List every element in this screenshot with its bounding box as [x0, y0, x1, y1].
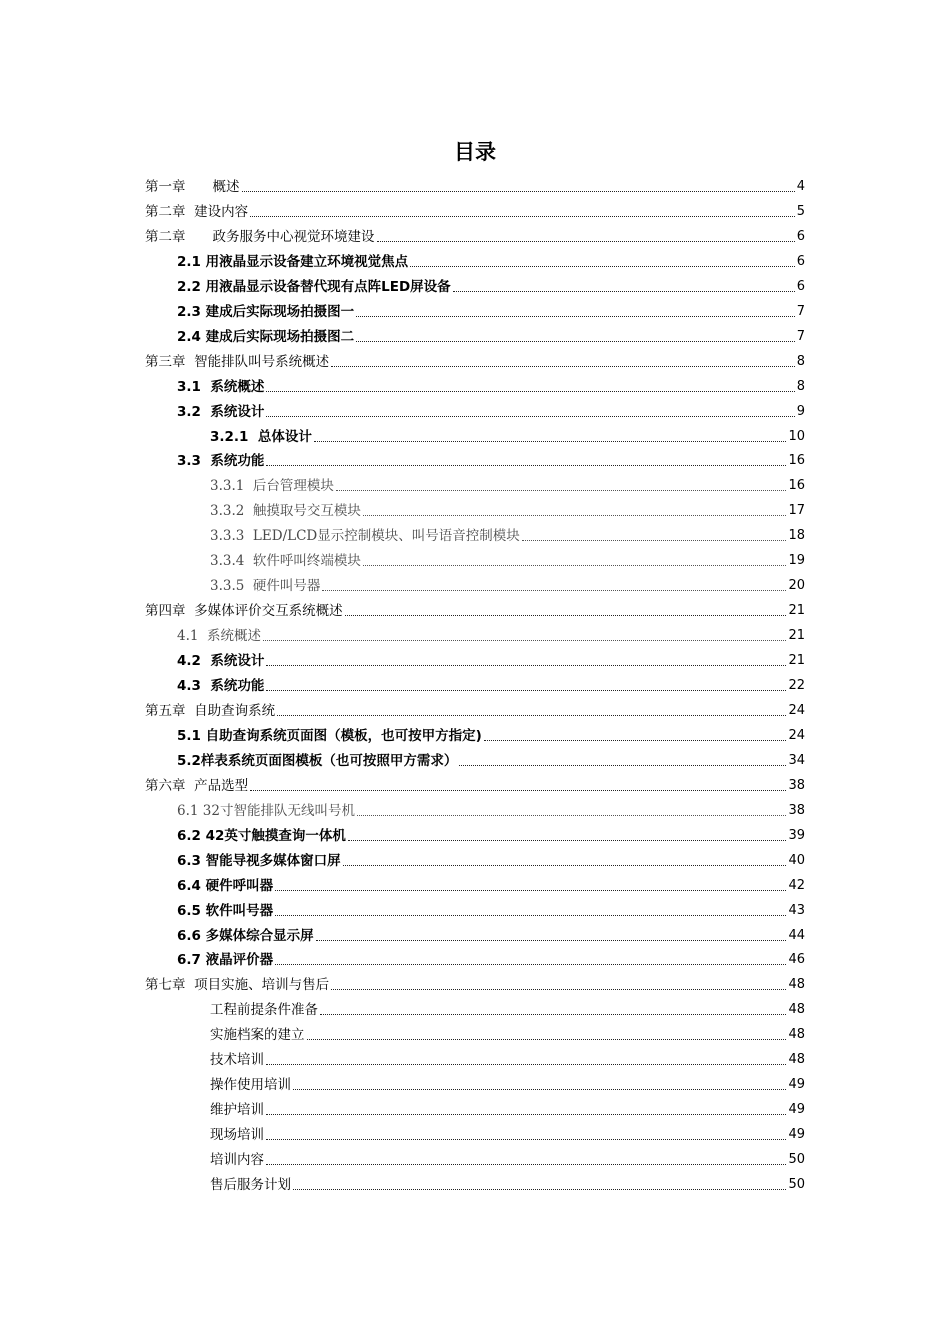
- toc-entry[interactable]: [177, 324, 805, 346]
- dot-leader: [250, 789, 786, 791]
- toc-entry-title: 现场培训: [210, 1127, 264, 1144]
- toc-entry-title: 6.3 智能导视多媒体窗口屏: [177, 852, 341, 869]
- dot-leader: [320, 1013, 786, 1015]
- dot-leader: [377, 240, 795, 242]
- dot-leader: [293, 1088, 786, 1090]
- toc-entry-page: 7: [796, 303, 805, 319]
- toc-entry-page: 43: [788, 902, 805, 918]
- toc-entry-page: 22: [788, 678, 805, 693]
- toc-entry[interactable]: [177, 399, 805, 421]
- toc-entry-title: 3.2.1 总体设计: [210, 428, 312, 445]
- dot-leader: [266, 1063, 786, 1065]
- dot-leader: [275, 914, 786, 916]
- toc-entry-page: 38: [788, 802, 805, 818]
- toc-entry[interactable]: [177, 274, 805, 296]
- toc-entry-page: 9: [796, 403, 805, 419]
- toc-entry[interactable]: [177, 748, 805, 770]
- toc-entry[interactable]: [177, 673, 805, 695]
- toc-entry-title: 4.2 系统设计: [177, 653, 265, 670]
- toc-entry-page: 48: [788, 1052, 805, 1068]
- toc-entry-page: 44: [788, 927, 805, 943]
- toc-entry[interactable]: [177, 848, 805, 870]
- toc-title: 目录: [454, 140, 496, 164]
- toc-entry[interactable]: [210, 1172, 805, 1194]
- toc-entry[interactable]: [210, 548, 805, 570]
- dot-leader: [307, 1038, 787, 1040]
- toc-entry-title: 2.1 用液晶显示设备建立环境视觉焦点: [177, 253, 409, 270]
- dot-leader: [266, 464, 786, 466]
- toc-entry-title: 第三章 智能排队叫号系统概述: [145, 353, 330, 370]
- dot-leader: [316, 939, 787, 941]
- toc-entry[interactable]: [210, 473, 805, 495]
- toc-entry-title: 3.3 系统功能: [177, 453, 265, 470]
- dot-leader: [336, 489, 787, 491]
- toc-entry[interactable]: [145, 773, 805, 795]
- toc-entry-title: 3.1 系统概述: [177, 378, 265, 395]
- dot-leader: [314, 440, 787, 442]
- toc-entry-title: 6.4 硬件呼叫器: [177, 877, 274, 894]
- toc-entry[interactable]: [177, 898, 805, 920]
- dot-leader: [266, 1163, 786, 1165]
- dot-leader: [484, 739, 787, 741]
- toc-entry-page: 49: [788, 1077, 805, 1093]
- dot-leader: [356, 340, 795, 342]
- toc-entry[interactable]: [177, 374, 805, 396]
- toc-entry-title: 4.1 系统概述: [177, 628, 262, 645]
- toc-entry-page: 8: [796, 353, 805, 369]
- toc-entry-page: 38: [788, 777, 805, 793]
- dot-leader: [363, 564, 787, 566]
- toc-entry-page: 17: [788, 503, 805, 519]
- toc-entry-title: 3.2 系统设计: [177, 403, 265, 420]
- toc-entry-title: 工程前提条件准备: [210, 1002, 318, 1019]
- toc-entry-title: 第七章 项目实施、培训与售后: [145, 977, 330, 994]
- dot-leader: [242, 190, 795, 192]
- toc-entry[interactable]: [177, 623, 805, 645]
- toc-entry-page: 49: [788, 1127, 805, 1143]
- toc-entry-page: 16: [788, 478, 805, 494]
- toc-entry-title: 6.1 32寸智能排队无线叫号机: [177, 802, 355, 819]
- toc-entry[interactable]: [177, 648, 805, 670]
- toc-entry[interactable]: [210, 1047, 805, 1069]
- toc-entry-page: 46: [788, 952, 805, 968]
- dot-leader: [266, 415, 794, 417]
- toc-entry-page: 6: [796, 253, 805, 269]
- toc-entry-title: 第六章 产品选型: [145, 777, 249, 794]
- toc-entry[interactable]: [210, 523, 805, 545]
- toc-entry-page: 20: [788, 578, 805, 594]
- toc-entry-page: 48: [788, 1027, 805, 1043]
- toc-entry[interactable]: [145, 349, 805, 371]
- toc-entry-title: 第四章 多媒体评价交互系统概述: [145, 603, 343, 620]
- toc-entry-title: 6.7 液晶评价器: [177, 952, 274, 969]
- toc-entry-title: 3.3.1 后台管理模块: [210, 478, 334, 495]
- toc-entry[interactable]: [177, 947, 805, 969]
- dot-leader: [343, 864, 787, 866]
- toc-entry[interactable]: [145, 174, 805, 196]
- toc-entry-title: 售后服务计划: [210, 1177, 291, 1193]
- toc-entry[interactable]: [177, 798, 805, 820]
- toc-entry-title: 6.5 软件叫号器: [177, 902, 274, 919]
- dot-leader: [331, 365, 795, 367]
- toc-entry[interactable]: [145, 598, 805, 620]
- toc-entry-title: 3.3.5 硬件叫号器: [210, 578, 321, 595]
- toc-entry-page: 7: [796, 328, 805, 344]
- dot-leader: [277, 714, 786, 716]
- toc-entry-page: 49: [788, 1102, 805, 1118]
- toc-entry[interactable]: [145, 199, 805, 221]
- toc-entry[interactable]: [177, 723, 805, 745]
- toc-entry-title: 5.2样表系统页面图模板（也可按照甲方需求）: [177, 752, 458, 769]
- dot-leader: [250, 215, 795, 217]
- toc-entry-title: 5.1 自助查询系统页面图（模板，也可按甲方指定): [177, 727, 482, 744]
- toc-entry-title: 3.3.4 软件呼叫终端模块: [210, 553, 361, 570]
- dot-leader: [410, 265, 795, 267]
- toc-entry-title: 6.6 多媒体综合显示屏: [177, 927, 314, 944]
- toc-entry-title: 2.4 建成后实际现场拍摄图二: [177, 328, 355, 345]
- dot-leader: [275, 963, 786, 965]
- toc-entry-page: 18: [788, 528, 805, 544]
- toc-entry-page: 10: [788, 428, 805, 444]
- toc-entry-page: 24: [788, 727, 805, 743]
- toc-entry-title: 技术培训: [210, 1052, 264, 1069]
- toc-entry-title: 操作使用培训: [210, 1077, 291, 1094]
- toc-entry-page: 6: [796, 278, 805, 294]
- toc-entry[interactable]: [177, 448, 805, 470]
- dot-leader: [293, 1188, 786, 1190]
- toc-entry-page: 34: [788, 752, 805, 768]
- toc-entry-title: 第一章 概述: [145, 179, 240, 195]
- toc-entry-page: 16: [788, 453, 805, 469]
- toc-entry[interactable]: [210, 1097, 805, 1119]
- dot-leader: [263, 639, 786, 641]
- toc-entry-title: 培训内容: [210, 1152, 264, 1169]
- toc-entry-title: 第五章 自助查询系统: [145, 702, 276, 719]
- toc-entry-page: 48: [788, 977, 805, 993]
- toc-entry-page: 19: [788, 553, 805, 569]
- toc-entry[interactable]: [145, 224, 805, 246]
- toc-entry[interactable]: [210, 1022, 805, 1044]
- toc-entry-page: 50: [788, 1177, 805, 1192]
- toc-entry-page: 24: [788, 702, 805, 718]
- toc-entry-page: 21: [788, 653, 805, 669]
- toc-entry-title: 2.2 用液晶显示设备替代现有点阵LED屏设备: [177, 278, 451, 295]
- toc-entry-page: 5: [796, 203, 805, 219]
- toc-entry-page: 21: [788, 628, 805, 644]
- dot-leader: [348, 839, 787, 841]
- toc-entry-title: 实施档案的建立: [210, 1027, 305, 1044]
- toc-entry[interactable]: [177, 923, 805, 945]
- toc-entry-page: 21: [788, 603, 805, 619]
- dot-leader: [356, 315, 795, 317]
- toc-entry-page: 48: [788, 1002, 805, 1018]
- toc-entry[interactable]: [210, 573, 805, 595]
- toc-entry-page: 4: [796, 179, 805, 194]
- toc-entry[interactable]: [177, 873, 805, 895]
- dot-leader: [322, 589, 786, 591]
- toc-entry[interactable]: [177, 249, 805, 271]
- dot-leader: [363, 514, 787, 516]
- toc-entry-page: 40: [788, 852, 805, 868]
- dot-leader: [266, 1113, 786, 1115]
- toc-entry-page: 50: [788, 1152, 805, 1168]
- dot-leader: [266, 1138, 786, 1140]
- toc-entry-title: 3.3.2 触摸取号交互模块: [210, 503, 361, 520]
- toc-entry[interactable]: [210, 1147, 805, 1169]
- toc-entry-page: 42: [788, 877, 805, 893]
- toc-entry[interactable]: [210, 1122, 805, 1144]
- toc-entry-title: 维护培训: [210, 1102, 264, 1119]
- toc-entry[interactable]: [210, 997, 805, 1019]
- dot-leader: [266, 664, 786, 666]
- dot-leader: [345, 614, 787, 616]
- dot-leader: [357, 814, 787, 816]
- toc-entry-title: 3.3.3 LED/LCD显示控制模块、叫号语音控制模块: [210, 528, 520, 545]
- toc-entry-page: 6: [796, 228, 805, 244]
- dot-leader: [266, 689, 786, 691]
- dot-leader: [275, 889, 786, 891]
- toc-entry[interactable]: [177, 299, 805, 321]
- toc-entry[interactable]: [177, 823, 805, 845]
- toc-entry-page: 8: [796, 378, 805, 394]
- toc-entry-title: 第二章 建设内容: [145, 203, 249, 220]
- toc-entry[interactable]: [145, 972, 805, 994]
- dot-leader: [522, 539, 787, 541]
- toc-entry-title: 2.3 建成后实际现场拍摄图一: [177, 303, 355, 320]
- toc-entry-page: 39: [788, 827, 805, 843]
- toc-entry[interactable]: [145, 698, 805, 720]
- toc-entry[interactable]: [210, 498, 805, 520]
- dot-leader: [331, 988, 786, 990]
- dot-leader: [459, 764, 786, 766]
- toc-entry-title: 6.2 42英寸触摸查询一体机: [177, 827, 346, 844]
- toc-entry-title: 4.3 系统功能: [177, 678, 265, 694]
- toc-entry[interactable]: [210, 424, 805, 446]
- toc-entry-title: 第二章 政务服务中心视觉环境建设: [145, 228, 375, 245]
- dot-leader: [453, 290, 795, 292]
- toc-entry[interactable]: [210, 1072, 805, 1094]
- dot-leader: [266, 390, 794, 392]
